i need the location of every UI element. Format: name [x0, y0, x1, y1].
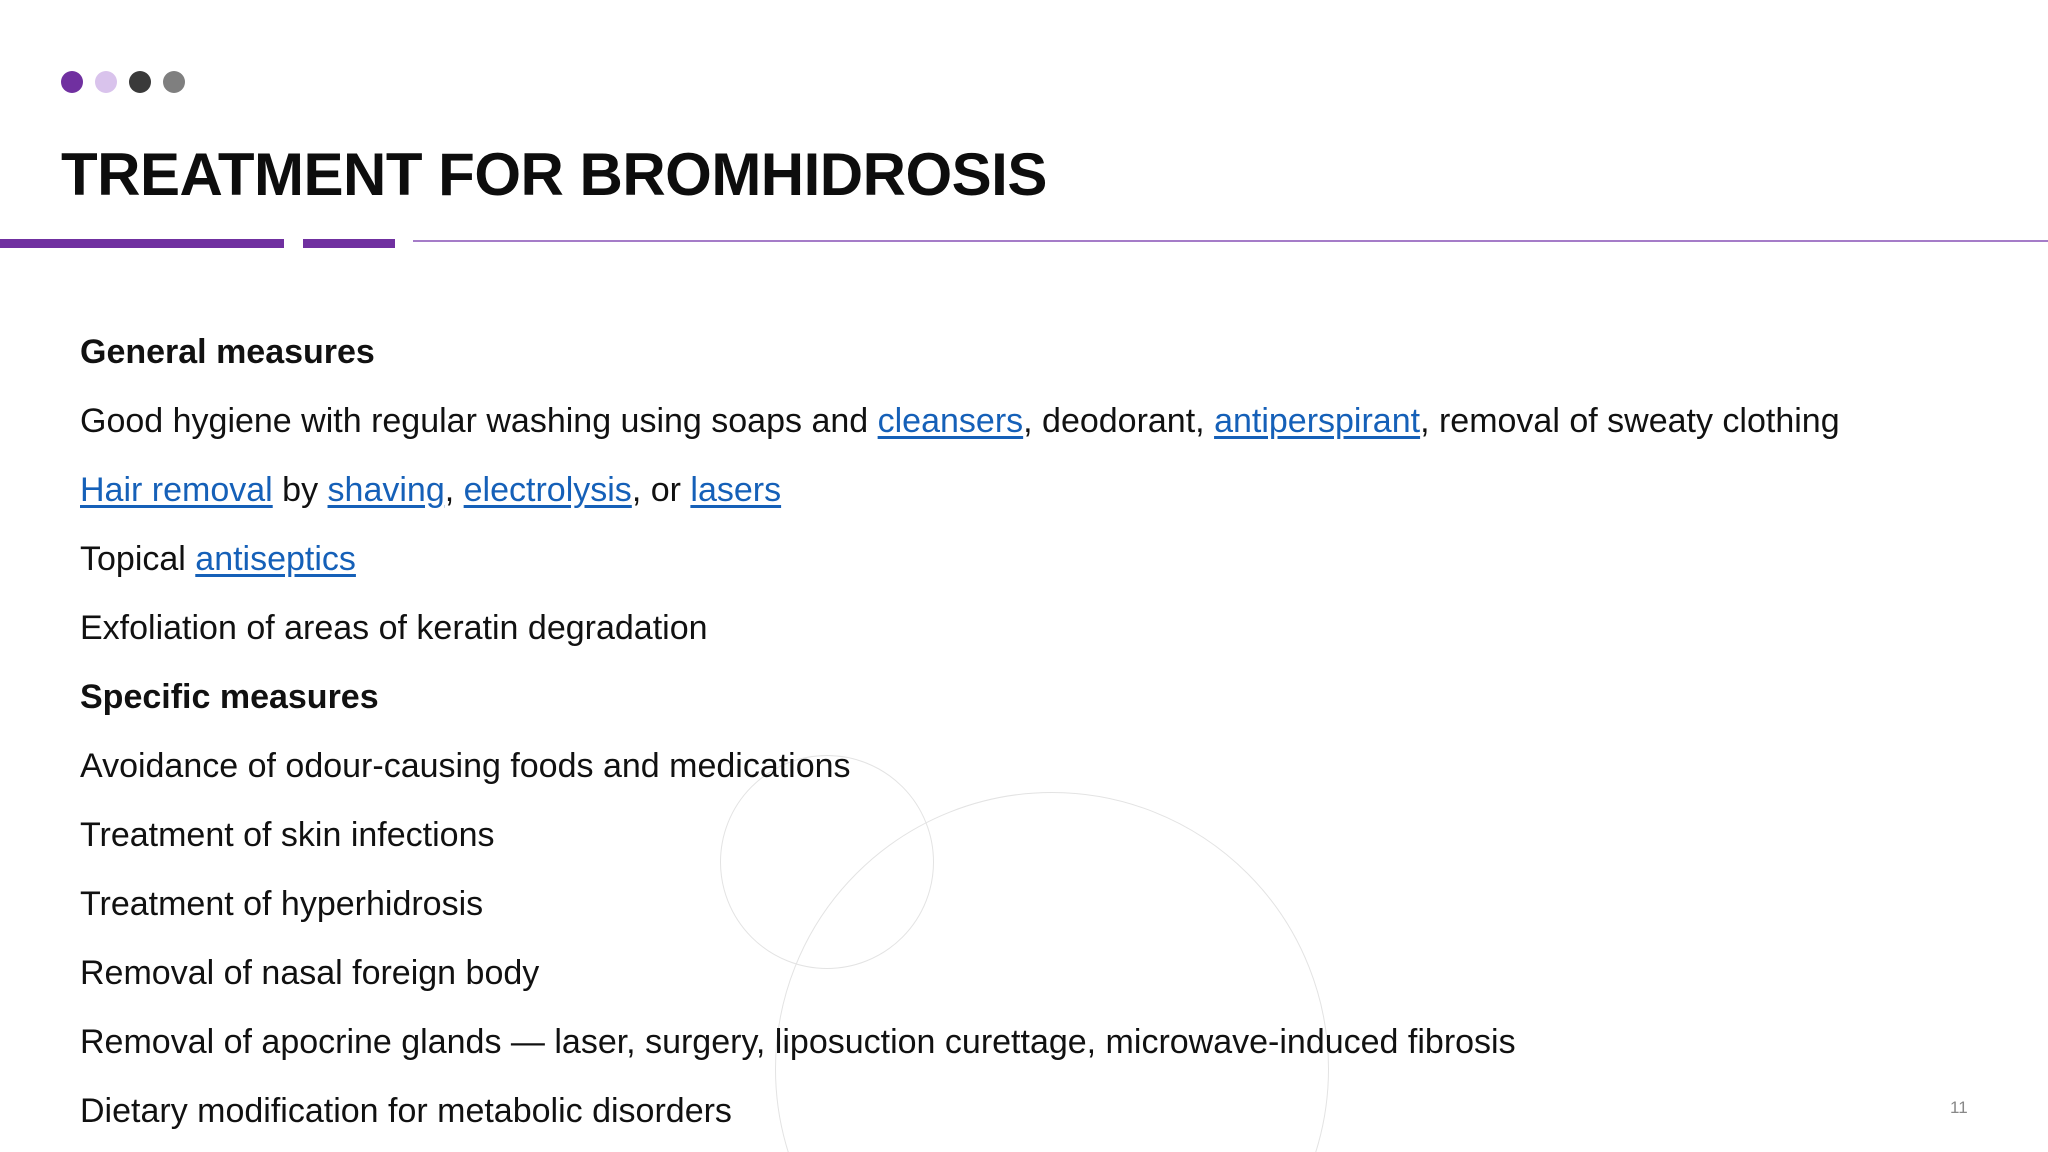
nasal-foreign-body-line: Removal of nasal foreign body: [80, 954, 540, 992]
decorative-dots: [61, 71, 185, 93]
shaving-link[interactable]: shaving: [327, 471, 445, 509]
hair-text-2: ,: [444, 471, 464, 509]
antiperspirant-link[interactable]: antiperspirant: [1214, 402, 1421, 440]
hyperhidrosis-line: Treatment of hyperhidrosis: [80, 885, 484, 923]
title-underline-thin: [413, 240, 2048, 242]
topical-line: [80, 525, 1980, 594]
skin-infections-line: Treatment of skin infections: [80, 816, 495, 854]
hygiene-text-1: Good hygiene with regular washing using soaps and: [80, 402, 878, 440]
dot-dark-gray: [129, 71, 151, 93]
title-underline-long: [0, 239, 284, 248]
exfoliation-line: Exfoliation of areas of keratin degradation: [80, 609, 708, 647]
general-measures-heading: General measures: [80, 333, 375, 371]
cleansers-link[interactable]: cleansers: [877, 402, 1024, 440]
page-number: 11: [1950, 1098, 1968, 1117]
dot-lavender: [95, 71, 117, 93]
hair-removal-line: [80, 456, 1980, 525]
apocrine-glands-line: Removal of apocrine glands — laser, surgery, liposuction curettage, microwave-induced fibrosis: [80, 1023, 1516, 1061]
hygiene-line: [80, 387, 1980, 456]
dietary-line: Dietary modification for metabolic disorders: [80, 1092, 732, 1130]
dot-gray: [163, 71, 185, 93]
dot-purple: [61, 71, 83, 93]
hygiene-text-2: , deodorant,: [1023, 402, 1215, 440]
electrolysis-link[interactable]: electrolysis: [463, 471, 632, 509]
lasers-link[interactable]: lasers: [690, 471, 782, 509]
title-underline-short: [303, 239, 395, 248]
avoidance-line: Avoidance of odour-causing foods and medications: [80, 747, 851, 785]
slide-body: [80, 318, 1980, 1146]
hair-removal-link[interactable]: Hair removal: [80, 471, 273, 509]
hair-text-1: by: [272, 471, 328, 509]
hygiene-text-3: , removal of sweaty clothing: [1420, 402, 1840, 440]
topical-text: Topical: [80, 540, 196, 578]
specific-measures-heading: Specific measures: [80, 678, 379, 716]
hair-text-3: , or: [631, 471, 691, 509]
antiseptics-link[interactable]: antiseptics: [195, 540, 356, 578]
slide-title: TREATMENT FOR BROMHIDROSIS: [61, 141, 1047, 208]
